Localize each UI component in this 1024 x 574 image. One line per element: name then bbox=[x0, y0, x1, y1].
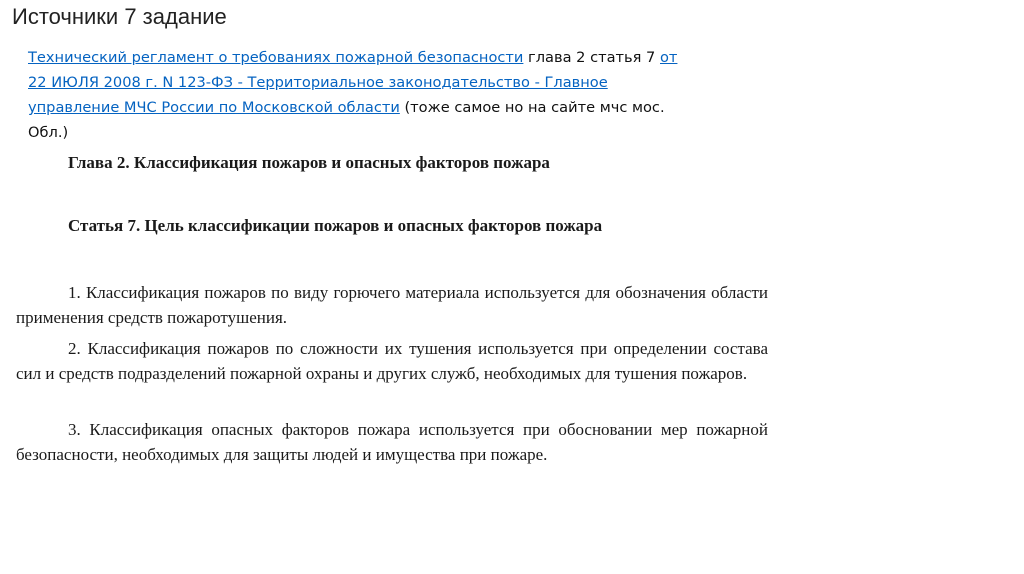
paragraph-2: 2. Классификация пожаров по сложности их тушения используется при определении состава сил и средств подразделений пожарной охраны и других служб, необходимых для тушения пожаров. bbox=[16, 339, 768, 383]
paragraph-1: 1. Классификация пожаров по виду горючего материала используется для обозначения области применения средств пожаротушения. bbox=[16, 283, 768, 327]
chapter-heading: Глава 2. Классификация пожаров и опасных факторов пожара bbox=[68, 153, 550, 172]
chapter-article-note: глава 2 статья 7 bbox=[523, 49, 660, 66]
regulation-link[interactable]: Технический регламент о требованиях пожарной безопасности bbox=[28, 49, 524, 66]
article-heading: Статья 7. Цель классификации пожаров и опасных факторов пожара bbox=[68, 216, 603, 235]
same-on-mchs-site-note: (тоже самое но на сайте мчс мос. Обл.) bbox=[28, 99, 665, 141]
slide-title: Источники 7 задание bbox=[12, 4, 227, 29]
source-reference bbox=[28, 45, 696, 145]
paragraph-3: 3. Классификация опасных факторов пожара используется при обосновании мер пожарной безопасности, необходимых для защиты людей и имущества при пожаре. bbox=[16, 420, 768, 464]
mchs-moscow-region-link[interactable]: от 22 ИЮЛЯ 2008 г. N 123-ФЗ - Территориальное законодательство - Главное управление МЧС России по Московской области bbox=[28, 49, 678, 116]
